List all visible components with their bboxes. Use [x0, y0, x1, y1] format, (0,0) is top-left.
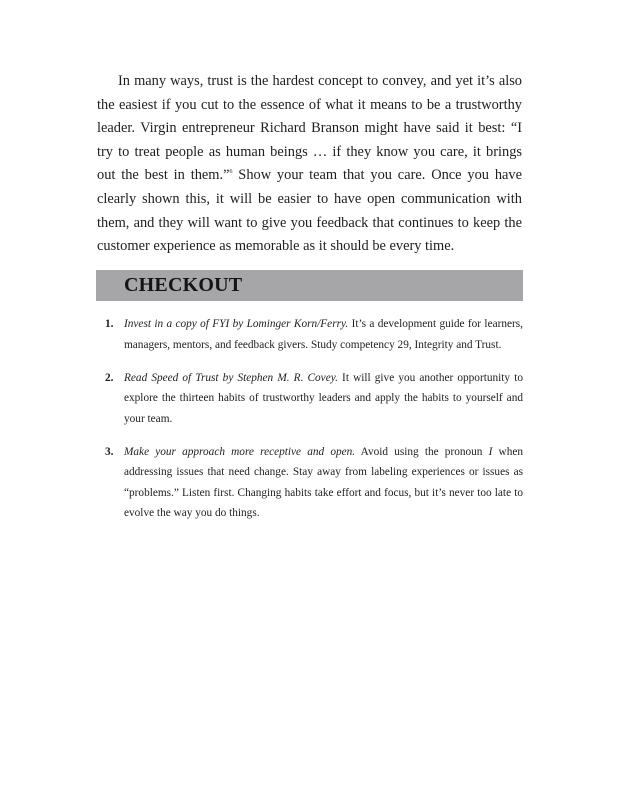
list-item	[105, 314, 523, 355]
list-item-number: 3.	[105, 445, 114, 458]
list-item-body: It will give you another opportunity to explore the thirteen habits of trustworthy leaders and apply the habits to yourself and your team.	[124, 371, 523, 425]
list-item-lead: Make your approach more receptive and open.	[124, 445, 356, 458]
list-item-number: 2.	[105, 371, 114, 384]
list-item-body-cont: when addressing issues that need change. Stay away from labeling experiences or issues as “problems.” Listen first. Changing habits take effort and focus, but it’s never too late to evolve the way you do things.	[124, 445, 523, 519]
intro-text-before: In many ways, trust is the hardest concept to convey, and yet it’s also the easiest if you cut to the essence of what it means to be a trustworthy leader. Virgin entrepreneur Richard Branson might have said it best: “I try to treat people as human beings … if they know you care, it brings out the best in them.”	[97, 73, 522, 184]
list-item-lead: Invest in a copy of FYI by Lominger Korn/Ferry.	[124, 318, 349, 330]
checkout-heading: CHECKOUT	[124, 274, 243, 296]
footnote-marker: 6	[229, 169, 233, 176]
intro-text-after: Show your team that you care. Once you have clearly shown this, it will be easier to have open communication with them, and they will want to give you feedback that continues to keep the customer experience as memorable as it should be every time.	[97, 167, 522, 255]
list-item-body: It’s a development guide for learners, managers, mentors, and feedback givers. Study competency 29, Integrity and Trust.	[124, 318, 524, 351]
list-item-body: Avoid using the pronoun	[355, 445, 489, 458]
intro-paragraph	[97, 70, 522, 259]
list-item-number: 1.	[105, 318, 114, 330]
pronoun-emphasis: I	[488, 445, 493, 458]
list-item	[105, 368, 523, 430]
list-item	[105, 442, 523, 524]
checkout-list	[105, 314, 523, 536]
checkout-banner	[96, 270, 523, 301]
list-item-lead: Read Speed of Trust by Stephen M. R. Covey.	[124, 371, 338, 384]
